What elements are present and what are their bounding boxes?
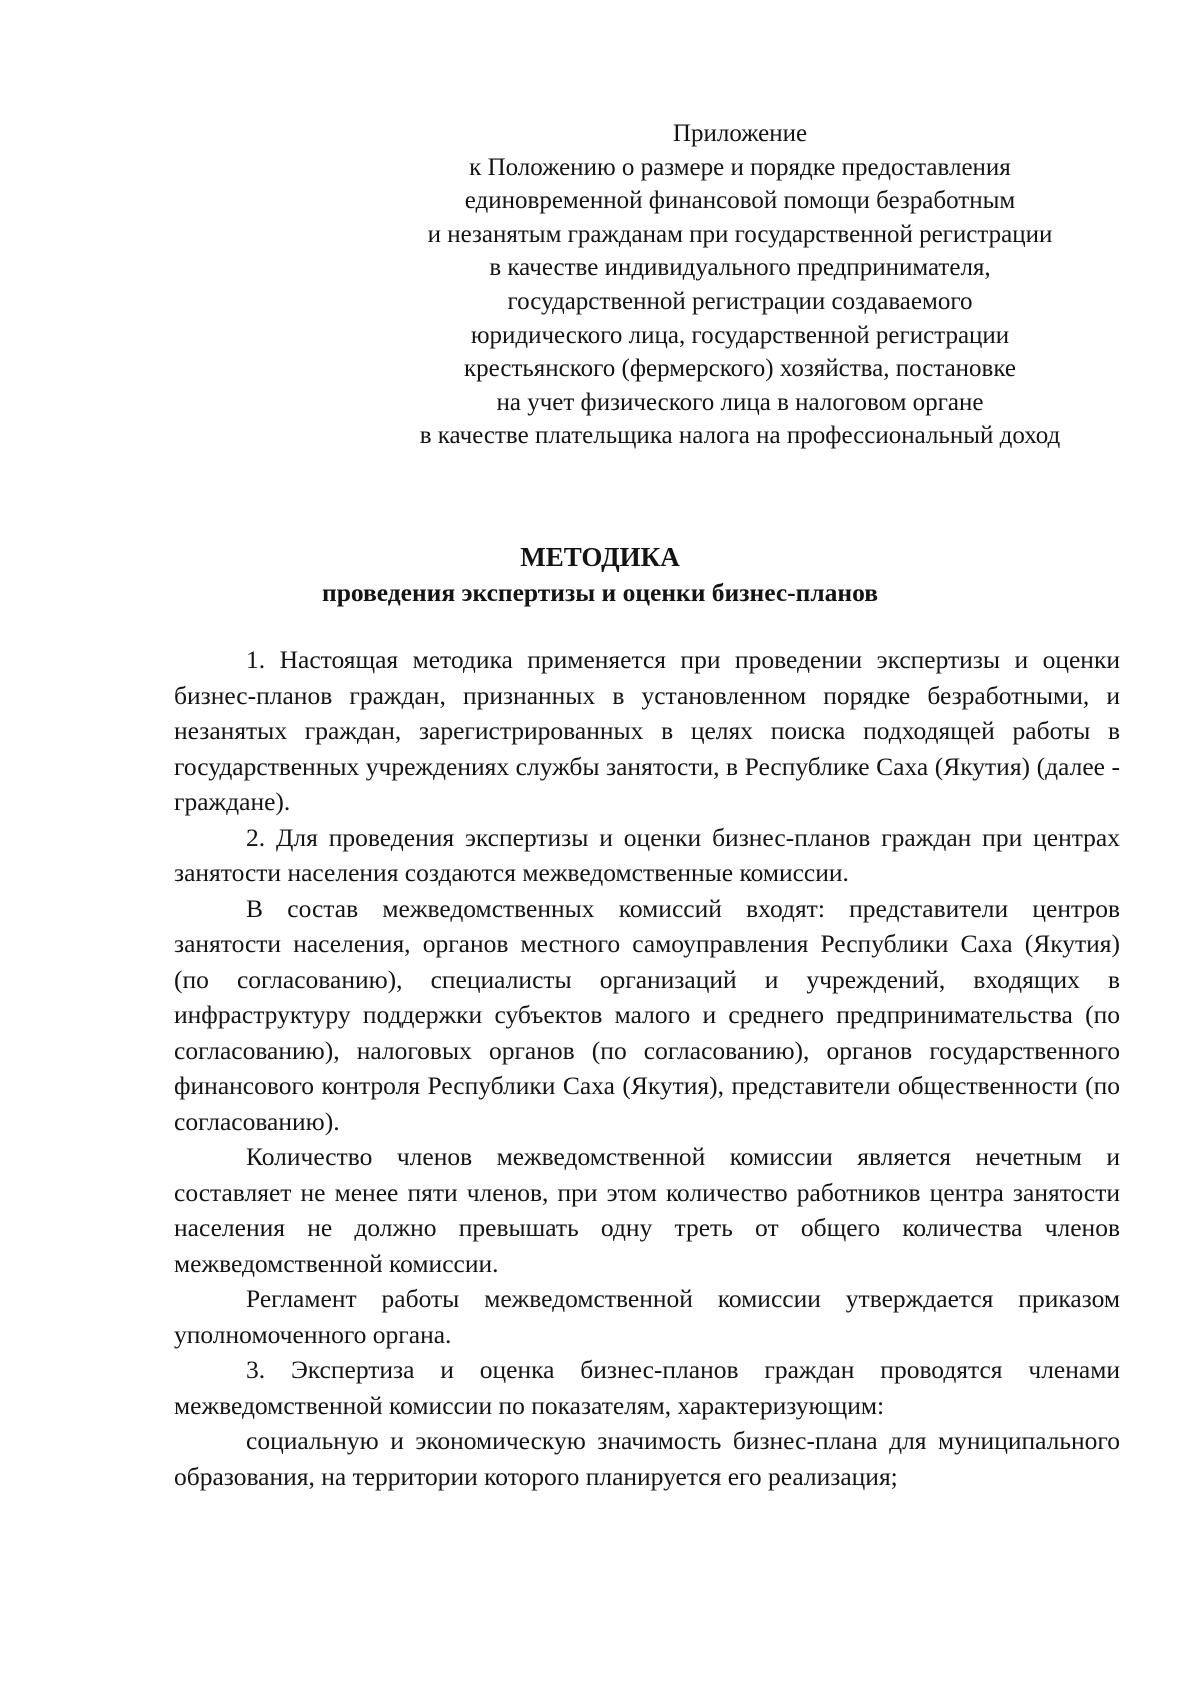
appendix-line: и незанятым гражданам при государственной регистрации bbox=[427, 220, 1053, 248]
appendix-line: единовременной финансовой помощи безработным bbox=[464, 187, 1016, 215]
title-main: МЕТОДИКА bbox=[520, 542, 680, 572]
paragraph: социальную и экономическую значимость бизнес-плана для муниципального образования, на территории которого планируется его реализация; bbox=[174, 1426, 1120, 1491]
appendix-line: государственной регистрации создаваемого bbox=[507, 287, 973, 315]
document-body bbox=[174, 642, 1120, 1494]
paragraph: Регламент работы межведомственной комиссии утверждается приказом уполномоченного органа. bbox=[174, 1284, 1120, 1349]
appendix-line: на учет физического лица в налоговом органе bbox=[496, 388, 984, 416]
paragraph: 2. Для проведения экспертизы и оценки бизнес-планов граждан при центрах занятости населения создаются межведомственные комиссии. bbox=[174, 822, 1120, 887]
document-title bbox=[0, 539, 1200, 611]
paragraph: 3. Экспертиза и оценка бизнес-планов граждан проводятся членами межведомственной комиссии по показателям, характеризующим: bbox=[174, 1355, 1120, 1420]
appendix-line: к Положению о размере и порядке предоставления bbox=[469, 153, 1011, 181]
paragraph: Количество членов межведомственной комиссии является нечетным и составляет не менее пяти членов, при этом количество работников центра занятости населения не должно превышать одну треть от общего количества членов межведомственной комиссии. bbox=[174, 1142, 1120, 1278]
appendix-line: крестьянского (фермерского) хозяйства, постановке bbox=[464, 355, 1016, 383]
paragraph: 1. Настоящая методика применяется при проведении экспертизы и оценки бизнес-планов граждан, признанных в установленном порядке безработными, и незанятых граждан, зарегистрированных в целях поиска подходящей работы в государственных учреждениях службы занятости, в Республике Саха (Якутия) (далее - граждане). bbox=[174, 645, 1120, 816]
appendix-header bbox=[340, 117, 1140, 453]
appendix-line: Приложение bbox=[672, 120, 808, 147]
appendix-line: юридического лица, государственной регистрации bbox=[470, 321, 1010, 349]
title-subtitle: проведения экспертизы и оценки бизнес-планов bbox=[322, 578, 878, 607]
paragraph: В состав межведомственных комиссий входят: представители центров занятости населения, органов местного самоуправления Республики Саха (Якутия) (по согласованию), специалисты организаций и учреждений, входящих в инфраструктуру поддержки субъектов малого и среднего предпринимательства (по согласованию), налоговых органов (по согласованию), органов государственного финансового контроля Республики Саха (Якутия), представители общественности (по согласованию). bbox=[174, 893, 1120, 1136]
appendix-line: в качестве индивидуального предпринимателя, bbox=[489, 254, 991, 282]
appendix-line: в качестве плательщика налога на профессиональный доход bbox=[419, 422, 1061, 450]
